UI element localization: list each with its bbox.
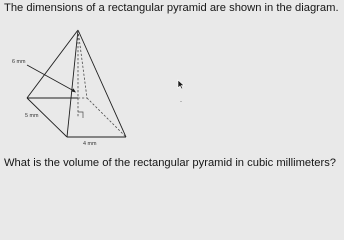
pyramid-edge-left: [27, 30, 78, 98]
width-label: 5 mm: [25, 113, 39, 119]
height-label: 6 mm: [12, 59, 26, 65]
arrow-cursor-icon: [177, 79, 185, 90]
screen-speck: [180, 101, 182, 102]
length-label: 4 mm: [83, 141, 97, 147]
height-label-leader: [27, 65, 74, 91]
right-angle-marker: [78, 112, 83, 118]
pyramid-edge-front: [67, 30, 78, 137]
hidden-base-right: [87, 98, 126, 137]
question-intro-text: The dimensions of a rectangular pyramid are shown in the diagram.: [4, 2, 339, 14]
question-prompt-text: What is the volume of the rectangular pyramid in cubic millimeters?: [4, 157, 337, 169]
